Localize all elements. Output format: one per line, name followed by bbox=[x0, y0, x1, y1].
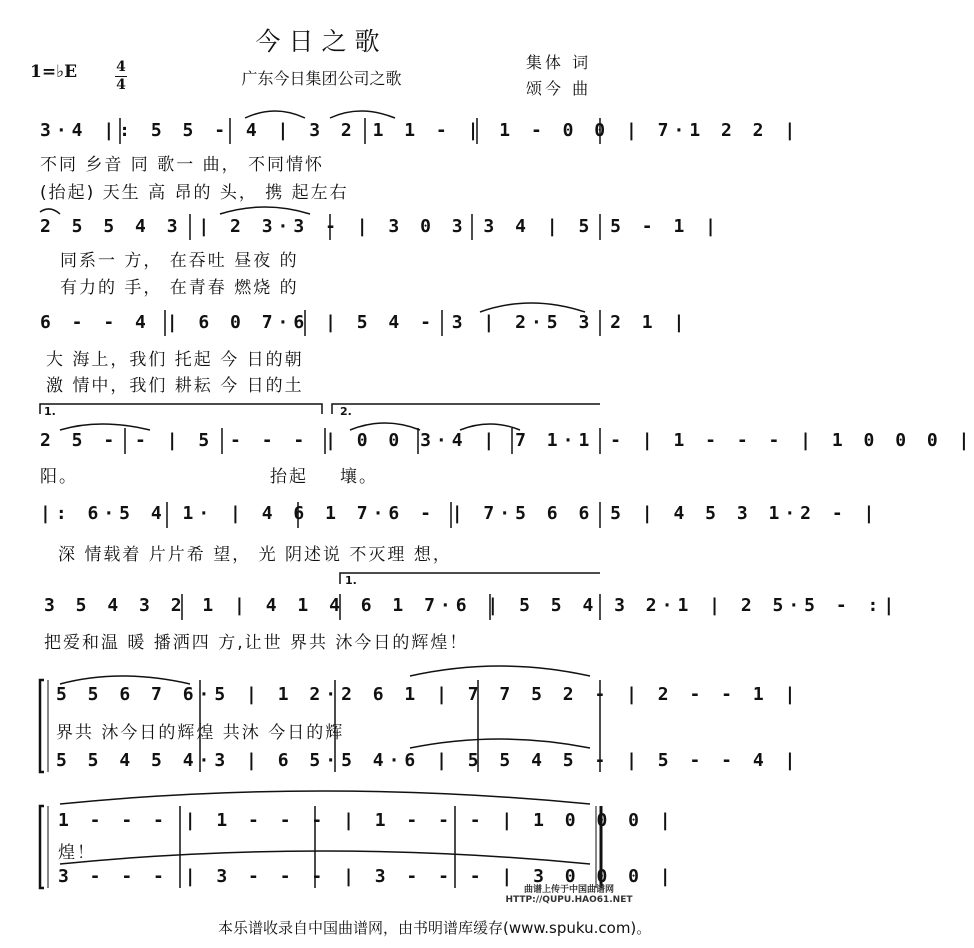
score-row-1-notes: 3·4 |: 5 5 - 4 | 3 2 1 1 - | 1 - 0 0 | 7·1 2 2 | bbox=[40, 120, 801, 141]
slur bbox=[60, 791, 590, 804]
score-row-3-lyric-verse2: 激 情中，我们 耕耘 今 日的土 bbox=[46, 376, 304, 396]
slur bbox=[350, 423, 420, 430]
lyricist-credit: 集体 词 bbox=[526, 53, 592, 72]
score-row-6-notes: 3 5 4 3 2 1 | 4 1 4 6 1 7·6 | 5 5 4 3 2·1 | 2 5·5 - :| bbox=[44, 595, 900, 616]
page-subtitle: 广东今日集团公司之歌 bbox=[241, 69, 402, 88]
score-row-6-lyric: 把爱和温 暖 播洒四 方,让世 界共 沐今日的辉煌！ bbox=[44, 633, 469, 653]
volta-bracket-3 bbox=[340, 573, 600, 584]
slur bbox=[220, 207, 310, 214]
slur bbox=[410, 666, 590, 676]
slur bbox=[410, 739, 590, 748]
score-row-7-upper-lyric: 界共 沐今日的辉煌 共沐 今日的辉 bbox=[56, 723, 345, 743]
score-row-5-lyric: 深 情载着 片片希 望， 光 阴述说 不灭理 想， bbox=[58, 545, 452, 565]
volta-2-label: 2. bbox=[340, 405, 352, 418]
score-row-4-notes: 2 5 - - | 5 - - - | 0 0 3·4 | 7 1·1 - | 1 - - - | 1 0 0 0 | bbox=[40, 430, 974, 451]
slur bbox=[245, 111, 305, 118]
score-row-2-lyric-verse1: 同系一 方， 在吞吐 昼夜 的 bbox=[60, 251, 299, 271]
key-signature: 1=♭E bbox=[30, 62, 78, 82]
source-credit: 本乐谱收录自中国曲谱网，由书明谱库缓存(www.spuku.com)。 bbox=[218, 919, 652, 937]
score-row-4-lyric-c: 壤。 bbox=[340, 467, 378, 487]
volta-bracket-2 bbox=[332, 404, 600, 414]
score-row-2-notes: 2 5 5 4 3 | 2 3·3 - | 3 0 3 3 4 | 5 5 - 1 | bbox=[40, 216, 721, 237]
slur bbox=[60, 851, 590, 864]
score-row-2-lyric-verse2: 有力的 手， 在青春 燃烧 的 bbox=[60, 278, 299, 298]
score-row-1-lyric-verse2: (抬起) 天生 高 昂的 头， 携 起左右 bbox=[40, 183, 349, 203]
score-row-4-lyric-a: 阳。 bbox=[40, 467, 78, 487]
score-row-8-upper-lyric: 煌！ bbox=[58, 843, 96, 863]
volta-1-label: 1. bbox=[44, 405, 56, 418]
watermark-line-2: HTTP://QUPU.HAO61.NET bbox=[505, 895, 633, 905]
watermark-line-1: 曲谱上传于中国曲谱网 bbox=[523, 885, 614, 895]
score-row-7-lower-notes: 5 5 4 5 4·3 | 6 5·5 4·6 | 5 5 4 5 - | 5 - - 4 | bbox=[56, 750, 801, 771]
system-bracket bbox=[40, 806, 44, 888]
slur bbox=[480, 303, 585, 312]
slur bbox=[460, 424, 520, 430]
score-row-7-upper-notes: 5 5 6 7 6·5 | 1 2·2 6 1 | 7 7 5 2 - | 2 - - 1 | bbox=[56, 684, 801, 705]
score-row-8-upper-notes: 1 - - - | 1 - - - | 1 - - - | 1 0 0 0 | bbox=[58, 810, 676, 831]
page-title: 今日之歌 bbox=[255, 27, 388, 56]
score-row-8-lower-notes: 3 - - - | 3 - - - | 3 - - - | 3 0 0 0 | bbox=[58, 866, 676, 887]
score-row-3-lyric-verse1: 大 海上，我们 托起 今 日的朝 bbox=[46, 350, 304, 370]
time-signature-top: 4 bbox=[116, 59, 126, 75]
watermark bbox=[495, 882, 643, 905]
slur bbox=[60, 676, 190, 684]
score-row-4-lyric-b: 抬起 bbox=[270, 467, 308, 487]
time-signature-bottom: 4 bbox=[116, 77, 126, 93]
composer-credit: 颂今 曲 bbox=[526, 79, 592, 98]
score-row-3-notes: 6 - - 4 | 6 0 7·6 | 5 4 - 3 | 2·5 3 2 1 | bbox=[40, 312, 690, 333]
volta-bracket-1 bbox=[40, 404, 322, 414]
slur bbox=[60, 424, 150, 430]
score-row-1-lyric-verse1: 不同 乡音 同 歌一 曲， 不同情怀 bbox=[40, 155, 325, 175]
volta-1-label-b: 1. bbox=[345, 574, 357, 587]
score-row-5-notes: |: 6·5 4 1· | 4 6 1 7·6 - | 7·5 6 6 5 | 4 5 3 1·2 - | bbox=[40, 503, 880, 524]
slur bbox=[40, 209, 60, 214]
slur bbox=[330, 111, 395, 118]
system-bracket bbox=[40, 680, 44, 772]
